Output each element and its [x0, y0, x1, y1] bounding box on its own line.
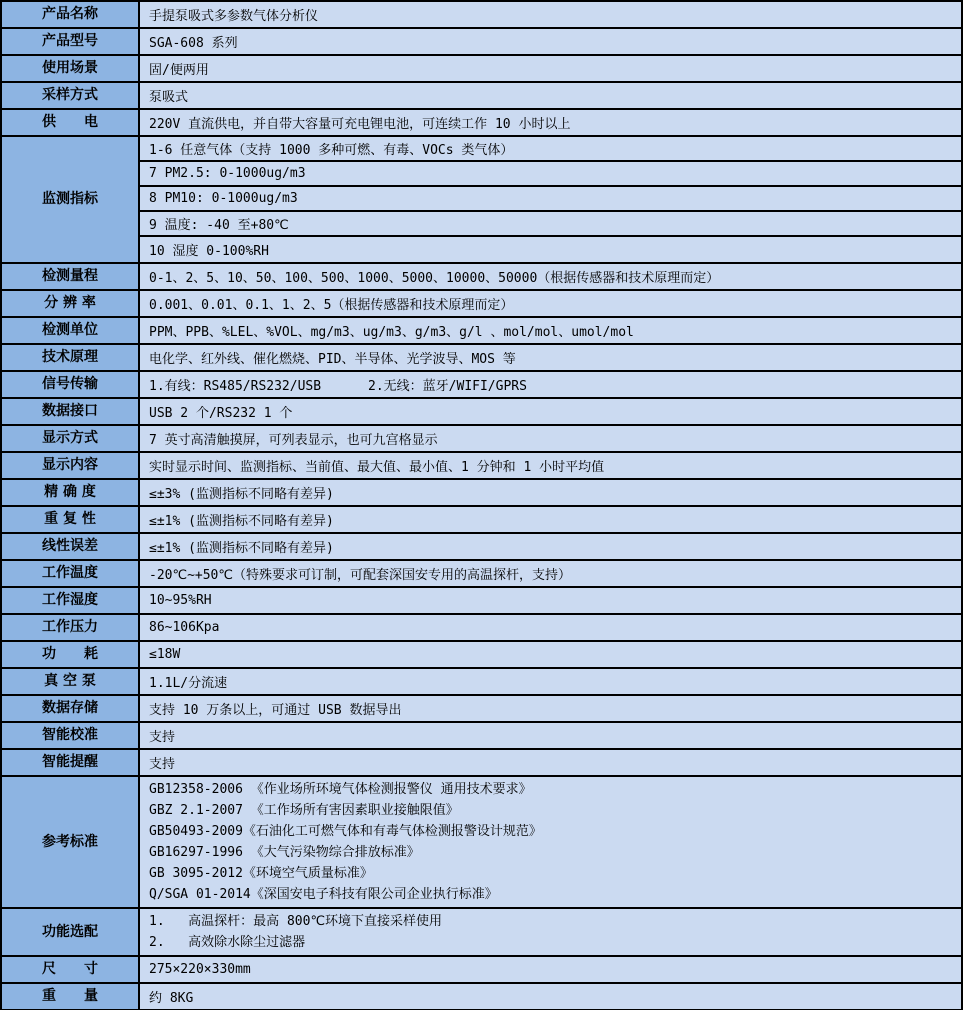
spec-value: 8 PM10: 0-1000ug/m3: [140, 187, 961, 212]
spec-label: 参考标准: [2, 777, 140, 907]
spec-value: SGA-608 系列: [149, 36, 238, 51]
spec-value: USB 2 个/RS232 1 个: [149, 406, 293, 421]
spec-value-column: [140, 909, 961, 955]
spec-value: 约 8KG: [149, 991, 194, 1006]
spec-value: 1-6 任意气体（支持 1000 多种可燃、有毒、VOCs 类气体）: [140, 137, 961, 162]
spec-label: 工作湿度: [2, 588, 140, 613]
spec-value-column: [140, 615, 961, 640]
spec-value: 7 英寸高清触摸屏，可列表显示，也可九宫格显示: [149, 433, 438, 448]
spec-value-column: [140, 345, 961, 370]
spec-row: [2, 345, 961, 372]
spec-row: [2, 83, 961, 110]
spec-row: [2, 453, 961, 480]
spec-value-column: [140, 29, 961, 54]
spec-value: 7 PM2.5: 0-1000ug/m3: [140, 162, 961, 187]
spec-row: [2, 534, 961, 561]
spec-value: 10~95%RH: [149, 593, 212, 608]
spec-value-column: [140, 777, 961, 907]
spec-value-column: [140, 318, 961, 343]
spec-row: [2, 984, 961, 1010]
spec-value-column: [140, 507, 961, 532]
spec-value: ≤18W: [149, 647, 181, 662]
spec-value-column: [140, 669, 961, 694]
spec-row: [2, 615, 961, 642]
spec-value: ≤±3% (监测指标不同略有差异): [149, 487, 334, 502]
spec-value: 泵吸式: [149, 90, 189, 105]
spec-row: [2, 264, 961, 291]
spec-label: 采样方式: [2, 83, 140, 108]
spec-label: 供 电: [2, 110, 140, 135]
spec-value: 实时显示时间、监测指标、当前值、最大值、最小值、1 分钟和 1 小时平均值: [149, 460, 605, 475]
spec-row: [2, 588, 961, 615]
spec-label: 使用场景: [2, 56, 140, 81]
spec-value-column: [140, 372, 961, 397]
spec-row: [2, 561, 961, 588]
spec-value-column: [140, 83, 961, 108]
spec-value-column: [140, 642, 961, 667]
spec-label: 分 辨 率: [2, 291, 140, 316]
spec-row: [2, 29, 961, 56]
spec-value: 0-1、2、5、10、50、100、500、1000、5000、10000、50000（根据传感器和技术原理而定）: [149, 271, 720, 286]
spec-value-column: [140, 2, 961, 27]
spec-row: [2, 480, 961, 507]
spec-value: 86~106Kpa: [149, 620, 220, 635]
spec-label: 线性误差: [2, 534, 140, 559]
spec-label: 尺 寸: [2, 957, 140, 982]
spec-row: [2, 750, 961, 777]
spec-label: 工作温度: [2, 561, 140, 586]
spec-label: 检测单位: [2, 318, 140, 343]
spec-value: ≤±1% (监测指标不同略有差异): [149, 514, 334, 529]
spec-label: 智能校准: [2, 723, 140, 748]
spec-row: [2, 318, 961, 345]
spec-value: 2. 高效除水除尘过滤器: [149, 935, 306, 950]
spec-row: [2, 426, 961, 453]
spec-value: 支持: [149, 730, 176, 745]
spec-label: 显示方式: [2, 426, 140, 451]
spec-value: 9 温度: -40 至+80℃: [140, 212, 961, 237]
spec-value: 手提泵吸式多参数气体分析仪: [149, 9, 319, 24]
spec-value-column: [140, 399, 961, 424]
spec-row: [2, 723, 961, 750]
spec-value-column: [140, 110, 961, 135]
spec-value: 固/便两用: [149, 63, 209, 78]
spec-row: [2, 777, 961, 909]
spec-row: [2, 372, 961, 399]
spec-value-column: [140, 561, 961, 586]
spec-value-column: [140, 750, 961, 775]
spec-value: 1. 高温探杆：最高 800℃环境下直接采样使用: [149, 914, 443, 929]
spec-row: [2, 642, 961, 669]
spec-value: 支持: [149, 757, 176, 772]
spec-label: 重 复 性: [2, 507, 140, 532]
spec-label: 重 量: [2, 984, 140, 1009]
spec-value: ≤±1% (监测指标不同略有差异): [149, 541, 334, 556]
spec-row: [2, 291, 961, 318]
spec-label: 工作压力: [2, 615, 140, 640]
spec-row: [2, 2, 961, 29]
spec-label: 数据存储: [2, 696, 140, 721]
spec-value: GB50493-2009《石油化工可燃气体和有毒气体检测报警设计规范》: [149, 824, 542, 839]
spec-label: 功能选配: [2, 909, 140, 955]
spec-value: GB12358-2006 《作业场所环境气体检测报警仪 通用技术要求》: [149, 782, 532, 797]
spec-value-column: [140, 723, 961, 748]
spec-value: 1.有线：RS485/RS232/USB 2.无线：蓝牙/WIFI/GPRS: [149, 379, 527, 394]
spec-value-column: [140, 480, 961, 505]
spec-row: [2, 909, 961, 957]
spec-row: [2, 957, 961, 984]
spec-value-column: [140, 696, 961, 721]
spec-value: GB16297-1996 《大气污染物综合排放标准》: [149, 845, 420, 860]
spec-value: 0.001、0.01、0.1、1、2、5（根据传感器和技术原理而定）: [149, 298, 514, 313]
spec-label: 真 空 泵: [2, 669, 140, 694]
spec-row: [2, 507, 961, 534]
spec-value: 275×220×330mm: [149, 962, 251, 977]
spec-label: 显示内容: [2, 453, 140, 478]
spec-value-column: [140, 426, 961, 451]
spec-value: GBZ 2.1-2007 《工作场所有害因素职业接触限值》: [149, 803, 459, 818]
spec-label: 技术原理: [2, 345, 140, 370]
spec-value: 220V 直流供电，并自带大容量可充电锂电池，可连续工作 10 小时以上: [149, 117, 571, 132]
spec-row: [2, 669, 961, 696]
spec-value: 电化学、红外线、催化燃烧、PID、半导体、光学波导、MOS 等: [149, 352, 516, 367]
spec-value: 10 湿度 0-100%RH: [149, 244, 269, 259]
spec-row: [2, 399, 961, 426]
spec-label: 功 耗: [2, 642, 140, 667]
spec-value: PPM、PPB、%LEL、%VOL、mg/m3、ug/m3、g/m3、g/l 、mol/mol、umol/mol: [149, 325, 634, 340]
spec-value-column: [140, 453, 961, 478]
spec-value-column: [140, 137, 961, 262]
spec-label: 精 确 度: [2, 480, 140, 505]
spec-label: 信号传输: [2, 372, 140, 397]
spec-label: 智能提醒: [2, 750, 140, 775]
spec-value: Q/SGA 01-2014《深国安电子科技有限公司企业执行标准》: [149, 887, 498, 902]
spec-value-column: [140, 984, 961, 1009]
spec-label: 数据接口: [2, 399, 140, 424]
spec-row: [2, 56, 961, 83]
spec-value-column: [140, 588, 961, 613]
spec-value: 支持 10 万条以上，可通过 USB 数据导出: [149, 703, 402, 718]
spec-row: [2, 110, 961, 137]
spec-value-column: [140, 264, 961, 289]
spec-value-column: [140, 957, 961, 982]
spec-value-column: [140, 534, 961, 559]
spec-row: [2, 696, 961, 723]
spec-value: -20℃~+50℃（特殊要求可订制，可配套深国安专用的高温探杆，支持）: [149, 568, 571, 583]
spec-row: [2, 137, 961, 264]
spec-value-column: [140, 56, 961, 81]
spec-value-column: [140, 291, 961, 316]
spec-value: GB 3095-2012《环境空气质量标准》: [149, 866, 373, 881]
spec-label: 产品型号: [2, 29, 140, 54]
spec-label: 检测量程: [2, 264, 140, 289]
spec-value: 1.1L/分流速: [149, 676, 228, 691]
spec-label: 监测指标: [2, 137, 140, 262]
spec-label: 产品名称: [2, 2, 140, 27]
